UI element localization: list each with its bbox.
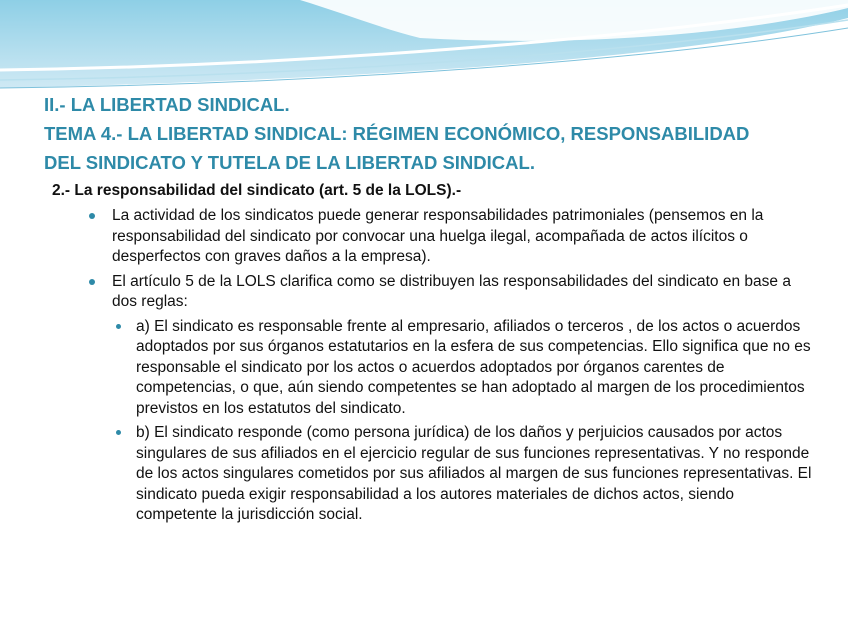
- bullet-list: [52, 206, 812, 526]
- bullet-dot-icon: [89, 213, 95, 219]
- sub-bullet-item: [52, 423, 812, 526]
- slide-title: [44, 90, 834, 177]
- title-line-1: II.- LA LIBERTAD SINDICAL.: [44, 94, 290, 115]
- section-subheading: 2.- La responsabilidad del sindicato (art. 5 de la LOLS).-: [52, 182, 462, 199]
- bullet-dot-icon: [89, 279, 95, 285]
- bullet-text: La actividad de los sindicatos puede generar responsabilidades patrimoniales (pensemos en la responsabilidad del sindicato por convocar una huelga ilegal, acompañada de actos ilícitos o desperfectos con graves daños a la empresa).: [112, 207, 764, 265]
- sub-bullet-text: a) El sindicato es responsable frente al empresario, afiliados o terceros , de los actos o acuerdos adoptados por sus órganos estatutarios en la esfera de sus competencias. Ello significa que no es responsable el sindicato por los actos o acuerdos adoptados por órganos carentes de competencias, o que, aún siendo competentes se han adoptado al margen de los procedimientos previstos en los estatutos del sindicato.: [136, 317, 811, 417]
- bullet-item: [52, 272, 812, 313]
- bullet-dot-icon: [116, 324, 121, 329]
- slide-body: [52, 180, 812, 530]
- bullet-item: [52, 206, 812, 268]
- sub-bullet-text: b) El sindicato responde (como persona jurídica) de los daños y perjuicios causados por actos singulares de sus afiliados en el ejercicio regular de sus funciones representativas. Y no responde de los actos singulares cometidos por sus afiliados al margen de sus funciones representativas. El sindicato pueda exigir responsabilidad a los autores materiales de dichos actos, siendo competente la jurisdicción social.: [136, 424, 812, 523]
- sub-bullet-item: [52, 317, 812, 420]
- title-line-3: DEL SINDICATO Y TUTELA DE LA LIBERTAD SINDICAL.: [44, 152, 535, 173]
- bullet-text: El artículo 5 de la LOLS clarifica como se distribuyen las responsabilidades del sindicato en base a dos reglas:: [112, 272, 791, 310]
- bullet-dot-icon: [116, 430, 121, 435]
- title-line-2: TEMA 4.- LA LIBERTAD SINDICAL: RÉGIMEN ECONÓMICO, RESPONSABILIDAD: [44, 123, 750, 144]
